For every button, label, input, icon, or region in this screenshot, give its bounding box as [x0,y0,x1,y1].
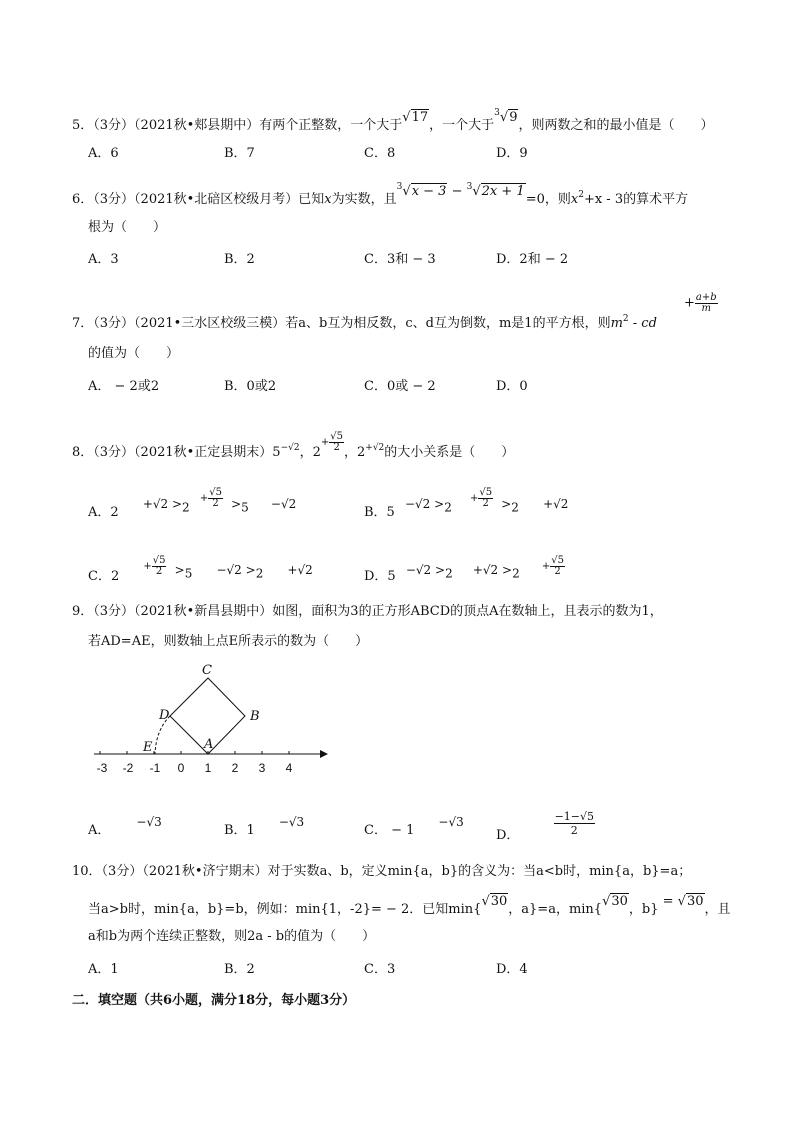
tick-label: -3 [96,761,108,775]
q7-option-d[interactable]: D．0 [496,379,528,394]
q7-exponent: + $\frac{a+b}{m}$ [684,292,717,314]
q6-line2: 根为（ ） [88,220,167,235]
q6-option-d[interactable]: D．2和 − 2 [496,252,569,267]
q10-line1: 10．（3分）（2021秋•济宁期末）对于实数a、b，定义min{a，b}的含义为：当a<b时，min{a，b}=a； [72,864,692,879]
q10-option-b[interactable]: B．2 [224,962,255,977]
q10-option-d[interactable]: D．4 [496,962,528,977]
label-c: C [202,663,212,678]
q5-option-d[interactable]: D．9 [496,146,528,161]
tick-label: 2 [231,761,239,775]
label-d: D [159,708,170,723]
q9-option-b[interactable]: B．1−√3 [224,815,305,838]
tick-label: 4 [285,761,293,775]
q7-option-a[interactable]: A． − 2或2 [88,379,160,394]
tick-label: -1 [149,761,161,775]
q10-option-c[interactable]: C．3 [364,962,396,977]
tick-label: -2 [122,761,134,775]
q5-option-c[interactable]: C．8 [364,146,396,161]
q5-stem: 5．（3分）（2021秋•郏县期中）有两个正整数，一个大于√17，一个大于$^3$√9，则两数之和的最小值是（ ） [72,108,714,133]
q8-option-b[interactable]: B．$5 -√2 >_2$ + $\frac{√5}{2}$ $>_2 +√2$ [364,487,569,520]
q8-option-d[interactable]: D．$5 -√2 >_2 +√2 >_2$ + $\frac{√5}{2}$ [364,555,564,584]
label-b: B [250,709,260,724]
tick-label: 1 [204,761,212,775]
label-a: A [204,737,214,752]
q9-option-c[interactable]: C． − 1−√3 [364,815,464,838]
q9-figure [88,660,328,780]
q6-stem: 6．（3分）（2021秋•北碚区校级月考）已知x为实数，且$^3$√x − 3 − $^3$√2x + 1=0，则$x^2+x - 3$的算术平方 [72,182,689,207]
q10-line3: a和b为两个连续正整数，则2a - b的值为（ ） [88,929,376,944]
q8-option-c[interactable]: C．2 + $\frac{√5}{2}$ $>_5 -√2 >_2 +√2$ [88,555,313,584]
q9-option-a[interactable]: A．−√3 [88,815,162,838]
q8-option-a[interactable]: A．$2 +√2 >_2$ + $\frac{√5}{2}$ $>_5 -√2$ [88,487,297,520]
q9-line2: 若AD=AE，则数轴上点E所表示的数为（ ） [88,634,369,649]
q8-stem: 8．（3分）（2021秋•正定县期末）$5^{-√2}$，2+ $\frac{√5}{2}$ ，$2^{+√2}$的大小关系是（ ） [72,431,515,460]
q7-option-c[interactable]: C．0或 − 2 [364,379,436,394]
q5-option-a[interactable]: A．6 [88,146,119,161]
q6-option-c[interactable]: C．3和 − 3 [364,252,436,267]
q6-option-a[interactable]: A．3 [88,252,119,267]
q6-option-b[interactable]: B．2 [224,252,255,267]
q9-option-d[interactable]: D． $\frac{-1-√5}{2}$ [496,810,595,843]
q7-line2: 的值为（ ） [88,346,180,361]
section-heading: 二．填空题（共6小题，满分18分，每小题3分） [72,993,356,1008]
q10-line2: 当a>b时，min{a，b}=b，例如：min{1，-2}= − 2．已知min{√30，a}=a，min{√30，b} = √30，且 [88,894,731,917]
label-e: E [143,740,153,755]
axis-arrow-icon [320,750,328,758]
q5-option-b[interactable]: B．7 [224,146,255,161]
q7-option-b[interactable]: B．0或2 [224,379,277,394]
tick-label: 3 [258,761,266,775]
q9-line1: 9．（3分）（2021秋•新昌县期中）如图，面积为3的正方形ABCD的顶点A在数轴上，且表示的数为1， [72,604,663,619]
q7-stem: 7．（3分）（2021•三水区校级三模）若a、b互为相反数，c、d互为倒数，m是1的平方根，则$m^2$ - cd [72,314,657,331]
tick-label: 0 [177,761,185,775]
q10-option-a[interactable]: A．1 [88,962,119,977]
